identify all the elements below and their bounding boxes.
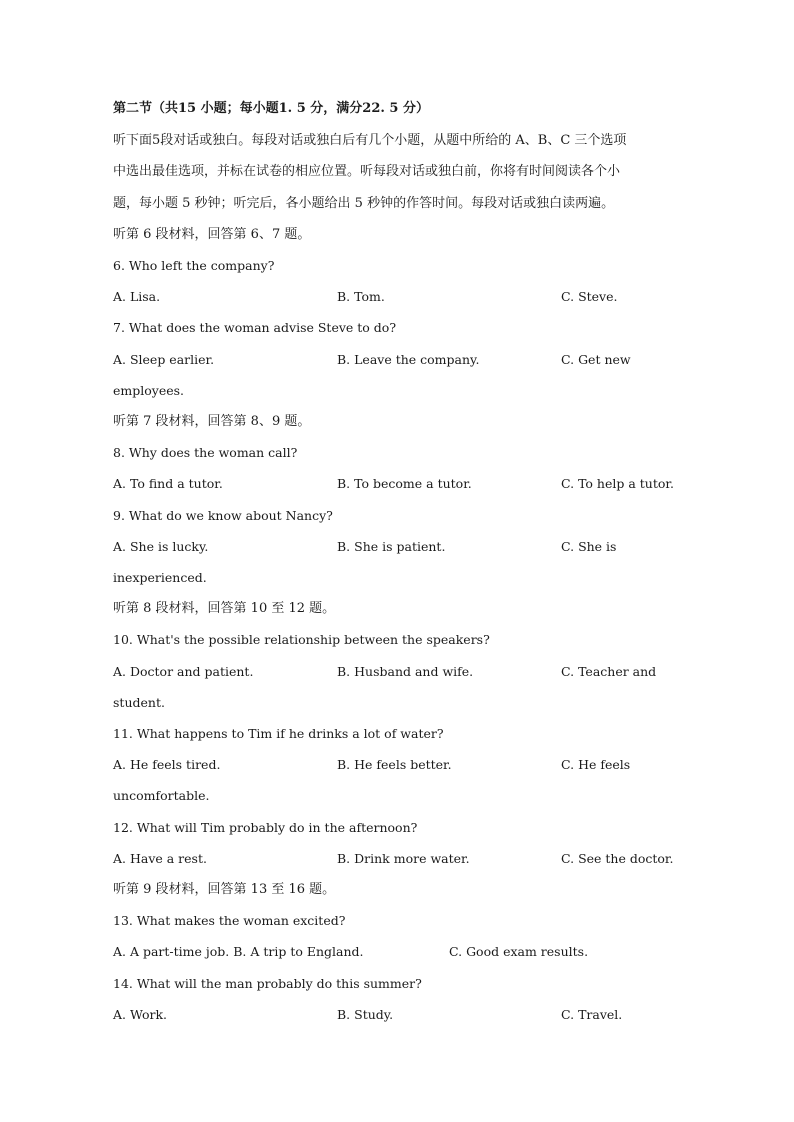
question-8-option-a: A. To find a tutor. bbox=[113, 476, 223, 491]
question-13-stem: 13. What makes the woman excited? bbox=[113, 913, 346, 928]
question-9-stem: 9. What do we know about Nancy? bbox=[113, 508, 333, 523]
group-header-7: 听第 7 段材料，回答第 8、9 题。 bbox=[113, 414, 311, 429]
question-10-stem: 10. What's the possible relationship between the speakers? bbox=[113, 632, 490, 647]
question-7-option-c-continued: employees. bbox=[113, 383, 185, 398]
question-13-option-c: C. Good exam results. bbox=[449, 944, 589, 959]
question-12-stem: 12. What will Tim probably do in the afternoon? bbox=[113, 820, 418, 835]
question-6-stem: 6. Who left the company? bbox=[113, 258, 275, 273]
question-9-option-b: B. She is patient. bbox=[337, 539, 446, 554]
question-7-stem: 7. What does the woman advise Steve to do? bbox=[113, 320, 397, 335]
question-10-option-c-continued: student. bbox=[113, 695, 165, 710]
question-11-option-c-continued: uncomfortable. bbox=[113, 788, 210, 803]
instructions-line-3: 题，每小题 5 秒钟；听完后，各小题给出 5 秒钟的作答时间。每段对话或独白读两遍。 bbox=[113, 196, 615, 211]
question-10-option-c: C. Teacher and bbox=[561, 664, 657, 679]
question-10-option-a: A. Doctor and patient. bbox=[113, 664, 254, 679]
question-9-option-c-continued: inexperienced. bbox=[113, 570, 207, 585]
question-14-option-a: A. Work. bbox=[113, 1007, 168, 1022]
group-header-9: 听第 9 段材料，回答第 13 至 16 题。 bbox=[113, 882, 336, 897]
question-8-option-b: B. To become a tutor. bbox=[337, 476, 472, 491]
section-title: 第二节（共15 小题；每小题1. 5 分，满分22. 5 分） bbox=[113, 101, 429, 116]
question-11-option-a: A. He feels tired. bbox=[113, 757, 221, 772]
question-9-option-c: C. She is bbox=[561, 539, 617, 554]
question-14-option-c: C. Travel. bbox=[561, 1007, 623, 1022]
question-7-option-b: B. Leave the company. bbox=[337, 352, 480, 367]
question-8-option-c: C. To help a tutor. bbox=[561, 476, 674, 491]
question-14-option-b: B. Study. bbox=[337, 1007, 394, 1022]
question-12-option-c: C. See the doctor. bbox=[561, 851, 674, 866]
question-12-option-b: B. Drink more water. bbox=[337, 851, 470, 866]
instructions-line-1: 听下面5段对话或独白。每段对话或独白后有几个小题，从题中所给的 A、B、C 三个选项 bbox=[113, 133, 627, 148]
question-13-options-a-b: A. A part-time job. B. A trip to England. bbox=[113, 944, 364, 959]
question-10-option-b: B. Husband and wife. bbox=[337, 664, 474, 679]
question-12-option-a: A. Have a rest. bbox=[113, 851, 207, 866]
question-11-option-c: C. He feels bbox=[561, 757, 631, 772]
question-6-option-b: B. Tom. bbox=[337, 289, 385, 304]
question-11-option-b: B. He feels better. bbox=[337, 757, 452, 772]
group-header-8: 听第 8 段材料，回答第 10 至 12 题。 bbox=[113, 601, 336, 616]
question-8-stem: 8. Why does the woman call? bbox=[113, 445, 298, 460]
instructions-line-2: 中选出最佳选项，并标在试卷的相应位置。听每段对话或独白前，你将有时间阅读各个小 bbox=[113, 164, 621, 179]
question-9-option-a: A. She is lucky. bbox=[113, 539, 209, 554]
question-7-option-c: C. Get new bbox=[561, 352, 631, 367]
question-6-option-c: C. Steve. bbox=[561, 289, 618, 304]
question-14-stem: 14. What will the man probably do this summer? bbox=[113, 976, 422, 991]
question-11-stem: 11. What happens to Tim if he drinks a lot of water? bbox=[113, 726, 444, 741]
question-6-option-a: A. Lisa. bbox=[113, 289, 161, 304]
group-header-6: 听第 6 段材料，回答第 6、7 题。 bbox=[113, 227, 311, 242]
question-7-option-a: A. Sleep earlier. bbox=[113, 352, 215, 367]
